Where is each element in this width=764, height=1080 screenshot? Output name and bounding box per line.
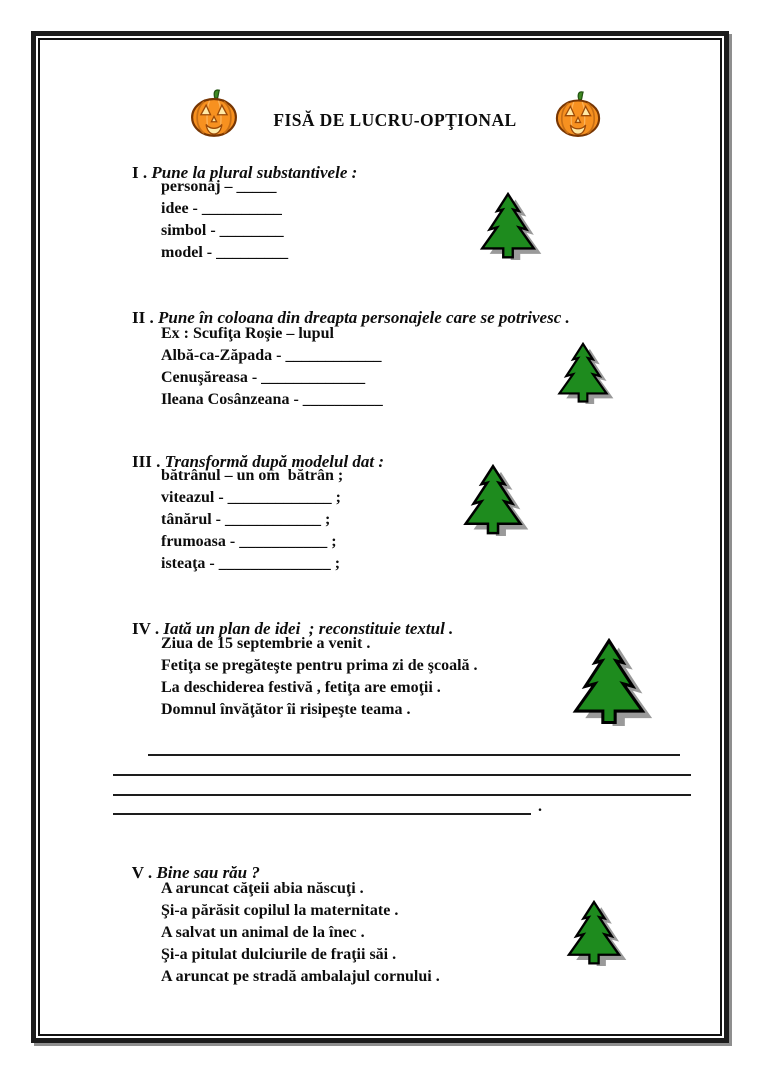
worksheet-item: A aruncat pe stradă ambalajul cornului . <box>161 968 440 985</box>
section-4-numeral: IV . <box>132 619 164 638</box>
worksheet-item: model - _________ <box>161 244 289 261</box>
worksheet-item: Şi-a părăsit copilul la maternitate . <box>161 902 399 919</box>
section-2-numeral: II . <box>132 308 158 327</box>
worksheet-item: Cenuşăreasa - _____________ <box>161 369 366 386</box>
worksheet-item: A salvat un animal de la înec . <box>161 924 365 941</box>
worksheet-item: Ziua de 15 septembrie a venit . <box>161 635 371 652</box>
worksheet-item: viteazul - _____________ ; <box>161 489 341 506</box>
worksheet-item: tânărul - ____________ ; <box>161 511 331 528</box>
section-3-items <box>161 465 343 575</box>
answer-line <box>148 754 680 756</box>
section-2-items <box>161 323 383 411</box>
worksheet-item: personaj – _____ <box>161 178 277 195</box>
worksheet-item: Ileana Cosânzeana - __________ <box>161 391 383 408</box>
section-5-instruction: Bine sau rău ? <box>156 863 260 882</box>
worksheet-item: frumoasa - ___________ ; <box>161 533 337 550</box>
worksheet-item: Ex : Scufiţa Roşie – lupul <box>161 325 334 342</box>
section-1-items <box>161 176 288 264</box>
answer-line <box>113 813 531 815</box>
worksheet-item: isteaţa - ______________ ; <box>161 555 341 572</box>
pine-tree-icon <box>560 638 658 726</box>
pine-tree-icon <box>468 192 548 260</box>
answer-line <box>113 774 691 776</box>
worksheet-item: Şi-a pitulat dulciurile de fraţii săi . <box>161 946 397 963</box>
section-4-instruction: Iată un plan de idei ; reconstituie textul . <box>163 619 454 638</box>
section-4-items <box>161 633 478 721</box>
worksheet-item: Domnul învăţător îi risipeşte teama . <box>161 701 411 718</box>
worksheet-item: idee - __________ <box>161 200 282 217</box>
section-2-instruction: Pune în coloana din dreapta personajele care se potrivesc . <box>157 308 570 327</box>
pine-tree-icon <box>558 900 630 966</box>
section-5-numeral: V . <box>131 863 157 882</box>
section-3-numeral: III . <box>132 452 165 471</box>
worksheet-item: Fetiţa se pregăteşte pentru prima zi de şcoală . <box>161 657 478 674</box>
worksheet-item: bătrânul – un om bătrân ; <box>161 467 344 484</box>
worksheet-item: A aruncat căţeii abia născuţi . <box>161 880 364 897</box>
section-1-instruction: Pune la plural substantivele : <box>151 163 358 182</box>
answer-line-period: . <box>538 798 542 815</box>
section-5-items <box>161 878 440 988</box>
answer-line <box>113 794 691 796</box>
page-title: FISĂ DE LUCRU-OPŢIONAL <box>273 110 517 130</box>
worksheet-item: Albă-ca-Zăpada - ____________ <box>161 347 382 364</box>
worksheet-item: La deschiderea festivă , fetiţa are emoţii . <box>161 679 441 696</box>
section-3-instruction: Transformă după modelul dat : <box>164 452 385 471</box>
pine-tree-icon <box>452 464 534 536</box>
worksheet-item: simbol - ________ <box>161 222 284 239</box>
pine-tree-icon <box>548 342 618 404</box>
section-1-numeral: I . <box>132 163 152 182</box>
